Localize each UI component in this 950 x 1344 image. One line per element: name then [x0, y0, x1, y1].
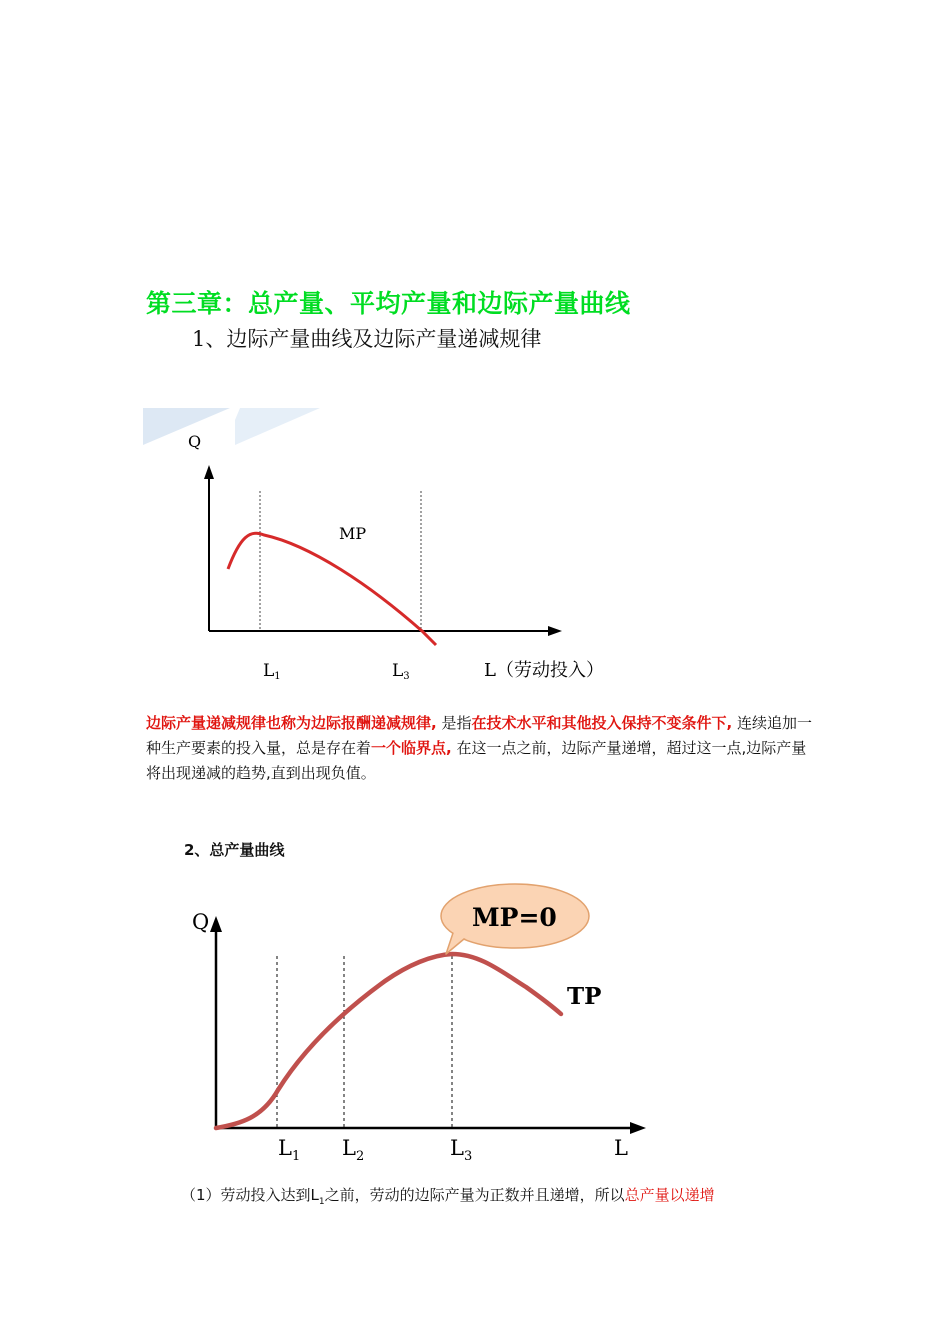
law-description: 边际产量递减规律也称为边际报酬递减规律, 是指在技术水平和其他投入保持不变条件下, 连续追加一种生产要素的投入量，总是存在着一个临界点, 在这一点之前，边际产量递增，超过这一点,边际产量将出现递减的趋势,直到出现负值。 [146, 714, 812, 782]
critical-point: 一个临界点, [371, 739, 452, 757]
tick-L3: L3 [392, 661, 410, 682]
y-axis-arrow [204, 465, 214, 479]
y-axis-label: Q [188, 432, 202, 451]
x-axis-label: L [614, 1136, 628, 1160]
decor-stripe-1 [143, 408, 230, 445]
tick-L3: $L_3$ [450, 1136, 473, 1164]
mp-curve-label: MP [339, 524, 367, 543]
tick-L2: $L_2$ [342, 1136, 365, 1164]
mp-curve [228, 533, 436, 645]
tp-explanation-1: （1）劳动投入达到$L_1$之前，劳动的边际产量为正数并且递增，所以总产量以递增 [181, 1186, 715, 1207]
law-name: 边际产量递减规律也称为边际报酬递减规律, [146, 714, 437, 732]
tick-L1: L1 [263, 661, 281, 682]
chapter-title: 第三章：总产量、平均产量和边际产量曲线 [146, 289, 631, 318]
mp-figure [140, 405, 640, 695]
tp-curve-label: TP [567, 983, 602, 1010]
tp-figure [180, 872, 660, 1172]
x-axis-label: L（劳动投入） [484, 660, 604, 681]
decor-stripe-2 [235, 408, 320, 445]
tick-L1: $L_1$ [278, 1136, 301, 1164]
y-axis-label: Q [192, 910, 210, 934]
mp-zero-callout [441, 884, 589, 954]
y-axis-arrow [210, 916, 222, 932]
mp-zero-label: MP=0 [472, 903, 557, 932]
x-axis-arrow [630, 1122, 646, 1134]
tp-curve [216, 954, 561, 1128]
tp-increasing-rate: 总产量以递增 [624, 1186, 715, 1204]
section-2-title: 2、总产量曲线 [184, 841, 285, 859]
x-axis-arrow [548, 626, 562, 636]
law-condition: 在技术水平和其他投入保持不变条件下, [471, 714, 733, 732]
section-1-title: 1、边际产量曲线及边际产量递减规律 [192, 327, 542, 351]
